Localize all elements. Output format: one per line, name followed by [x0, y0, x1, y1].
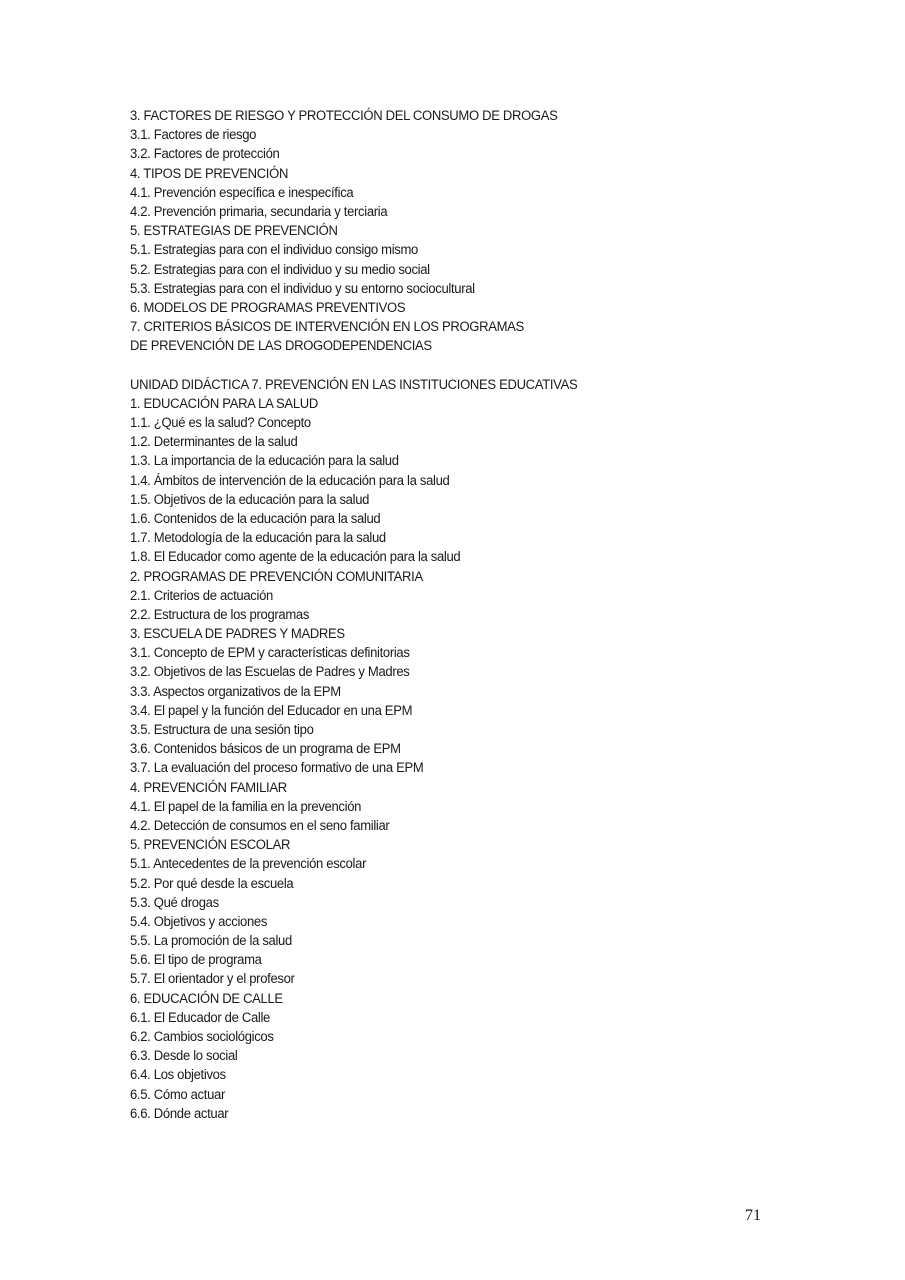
- toc-entry: 1.6. Contenidos de la educación para la salud: [130, 510, 381, 527]
- toc-entry: 1.5. Objetivos de la educación para la salud: [130, 491, 370, 508]
- toc-entry: 4.1. El papel de la familia en la prevención: [130, 798, 362, 815]
- toc-entry: 3.6. Contenidos básicos de un programa de EPM: [130, 741, 401, 758]
- toc-entry: 3.7. La evaluación del proceso formativo de una EPM: [130, 760, 424, 777]
- toc-entry: 1.3. La importancia de la educación para la salud: [130, 453, 399, 470]
- toc-heading: 6. EDUCACIÓN DE CALLE: [130, 990, 283, 1007]
- toc-entry: 5.5. La promoción de la salud: [130, 933, 292, 950]
- blank-line: [130, 356, 770, 375]
- toc-heading: 3. FACTORES DE RIESGO Y PROTECCIÓN DEL CONSUMO DE DROGAS: [130, 108, 558, 124]
- toc-entry: 1.8. El Educador como agente de la educación para la salud: [130, 549, 461, 566]
- toc-entry: 3.3. Aspectos organizativos de la EPM: [130, 683, 341, 700]
- toc-entry: 3.1. Concepto de EPM y características definitorias: [130, 645, 410, 662]
- toc-entry: 4.2. Prevención primaria, secundaria y terciaria: [130, 203, 388, 220]
- toc-entry: 5.7. El orientador y el profesor: [130, 971, 295, 988]
- toc-heading: 3. ESCUELA DE PADRES Y MADRES: [130, 626, 345, 643]
- toc-entry: 6.3. Desde lo social: [130, 1048, 238, 1065]
- toc-entry: 5.2. Por qué desde la escuela: [130, 875, 294, 892]
- toc-entry: 6.2. Cambios sociológicos: [130, 1029, 274, 1045]
- toc-entry: 2.2. Estructura de los programas: [130, 606, 310, 623]
- toc-heading: 4. TIPOS DE PREVENCIÓN: [130, 165, 289, 182]
- toc-entry: 3.2. Objetivos de las Escuelas de Padres y Madres: [130, 664, 410, 681]
- toc-heading: 7. CRITERIOS BÁSICOS DE INTERVENCIÓN EN LOS PROGRAMAS: [130, 319, 524, 336]
- unit-title: UNIDAD DIDÁCTICA 7. PREVENCIÓN EN LAS INSTITUCIONES EDUCATIVAS: [130, 376, 578, 393]
- toc-entry: 5.6. El tipo de programa: [130, 952, 262, 969]
- toc-entry: 3.2. Factores de protección: [130, 146, 280, 163]
- toc-entry: 4.2. Detección de consumos en el seno familiar: [130, 817, 390, 834]
- toc-heading: 1. EDUCACIÓN PARA LA SALUD: [130, 395, 318, 412]
- toc-heading: 4. PREVENCIÓN FAMILIAR: [130, 779, 287, 796]
- toc-entry: 5.2. Estrategias para con el individuo y su medio social: [130, 261, 430, 278]
- toc-entry: 1.1. ¿Qué es la salud? Concepto: [130, 415, 311, 431]
- toc-entry: 6.6. Dónde actuar: [130, 1105, 229, 1122]
- toc-entry: 5.1. Antecedentes de la prevención escolar: [130, 856, 367, 873]
- toc-heading: 6. MODELOS DE PROGRAMAS PREVENTIVOS: [130, 299, 406, 316]
- toc-entry: 1.4. Ámbitos de intervención de la educación para la salud: [130, 472, 450, 489]
- toc-entry: 6.4. Los objetivos: [130, 1067, 226, 1084]
- toc-heading-continuation: DE PREVENCIÓN DE LAS DROGODEPENDENCIAS: [130, 338, 432, 355]
- toc-entry: 1.2. Determinantes de la salud: [130, 434, 298, 451]
- toc-heading: 5. ESTRATEGIAS DE PREVENCIÓN: [130, 223, 338, 240]
- toc-entry: 5.1. Estrategias para con el individuo consigo mismo: [130, 242, 418, 259]
- toc-heading: 2. PROGRAMAS DE PREVENCIÓN COMUNITARIA: [130, 568, 423, 585]
- page-number: 71: [745, 1207, 761, 1224]
- toc-entry: 3.4. El papel y la función del Educador en una EPM: [130, 702, 413, 719]
- toc-entry: 3.5. Estructura de una sesión tipo: [130, 722, 314, 738]
- toc-entry: 5.3. Estrategias para con el individuo y su entorno sociocultural: [130, 280, 475, 297]
- toc-entry: 5.3. Qué drogas: [130, 894, 219, 911]
- table-of-contents: [130, 107, 770, 1124]
- toc-entry: 6.5. Cómo actuar: [130, 1086, 225, 1103]
- toc-entry: 4.1. Prevención específica e inespecífica: [130, 184, 354, 201]
- toc-heading: 5. PREVENCIÓN ESCOLAR: [130, 837, 291, 854]
- toc-entry: 1.7. Metodología de la educación para la salud: [130, 530, 386, 547]
- toc-entry: 3.1. Factores de riesgo: [130, 127, 257, 144]
- toc-entry: 2.1. Criterios de actuación: [130, 587, 273, 604]
- toc-entry: 6.1. El Educador de Calle: [130, 1009, 270, 1026]
- toc-entry: 5.4. Objetivos y acciones: [130, 913, 268, 930]
